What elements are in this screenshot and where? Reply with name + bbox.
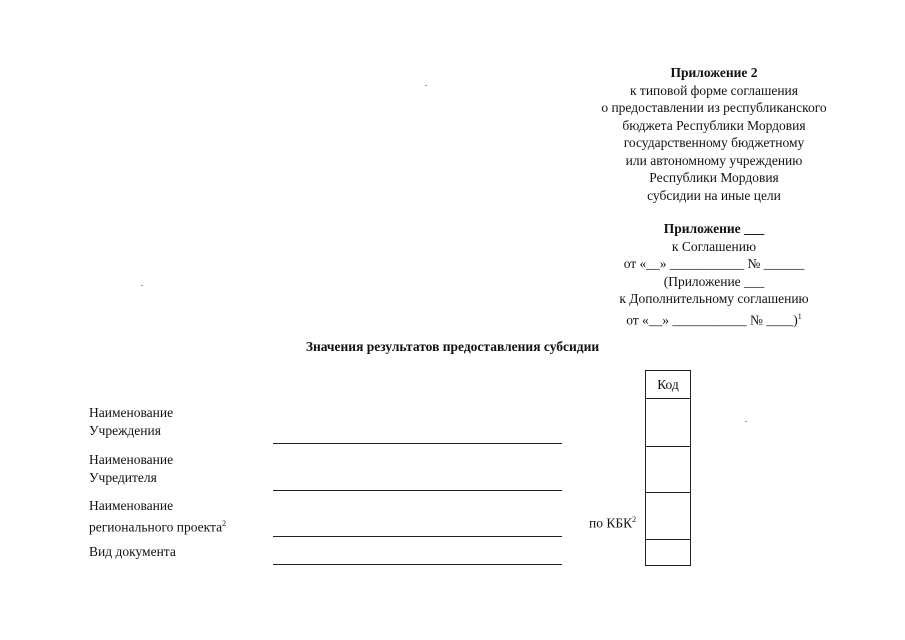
field-label-institution: [89, 404, 173, 439]
code-cell-document-type[interactable]: [646, 540, 690, 565]
field-line-document-type[interactable]: [273, 564, 562, 565]
appendix-line: или автономному учреждению: [625, 152, 803, 168]
footnote-marker: 2: [632, 515, 637, 524]
field-label-line: Учреждения: [89, 422, 161, 438]
code-table: [645, 370, 691, 566]
field-label-founder: [89, 451, 173, 486]
footnote-marker: 2: [222, 518, 227, 528]
field-line-regional-project[interactable]: [273, 536, 562, 537]
field-label-regional-project: [89, 497, 226, 536]
appendix-line: государственному бюджетному: [623, 135, 805, 150]
agreement-appendix-title: Приложение ___: [663, 221, 765, 236]
appendix-line: Республики Мордовия: [649, 170, 779, 185]
field-label-line: Наименование: [89, 452, 174, 467]
field-label-line: [89, 515, 226, 536]
document-title: Значения результатов предоставления субсидии: [305, 339, 600, 354]
field-label-line: Наименование: [89, 405, 174, 420]
scan-speck: [425, 85, 427, 86]
appendix-line: бюджета Республики Мордовия: [622, 117, 806, 133]
agreement-ref-line: [580, 308, 848, 329]
appendix-line: субсидии на иные цели: [647, 187, 781, 203]
field-label-line: Учредителя: [89, 469, 157, 485]
field-label-document-type: [89, 543, 176, 561]
field-line-institution[interactable]: [273, 443, 562, 444]
code-table-header: Код: [646, 371, 690, 399]
appendix-header: [580, 64, 848, 329]
agreement-ref-line: к Соглашению: [671, 238, 757, 254]
appendix-line: к типовой форме соглашения: [630, 82, 798, 98]
footnote-marker: 1: [797, 311, 802, 321]
agreement-ref-line-text: от «__» ___________ № ____): [626, 312, 798, 327]
scan-speck: [141, 285, 143, 286]
appendix-line: о предоставлении из республиканского: [601, 100, 827, 115]
code-cell-founder[interactable]: [646, 447, 690, 493]
code-cell-regional-project[interactable]: [646, 493, 690, 540]
appendix-title: Приложение 2: [670, 65, 758, 80]
field-label-line: Вид документа: [89, 544, 176, 559]
field-label-text: регионального проекта: [89, 519, 223, 534]
field-label-line: Наименование: [89, 498, 174, 513]
kbk-label-text: по КБК: [589, 515, 633, 531]
agreement-ref-line: (Приложение ___: [663, 273, 765, 289]
agreement-ref-line: к Дополнительному соглашению: [619, 291, 809, 306]
agreement-ref-line: от «__» ___________ № ______: [623, 256, 805, 271]
scan-speck: [745, 421, 747, 422]
kbk-label: [589, 515, 636, 532]
code-cell-institution[interactable]: [646, 399, 690, 447]
field-line-founder[interactable]: [273, 490, 562, 491]
